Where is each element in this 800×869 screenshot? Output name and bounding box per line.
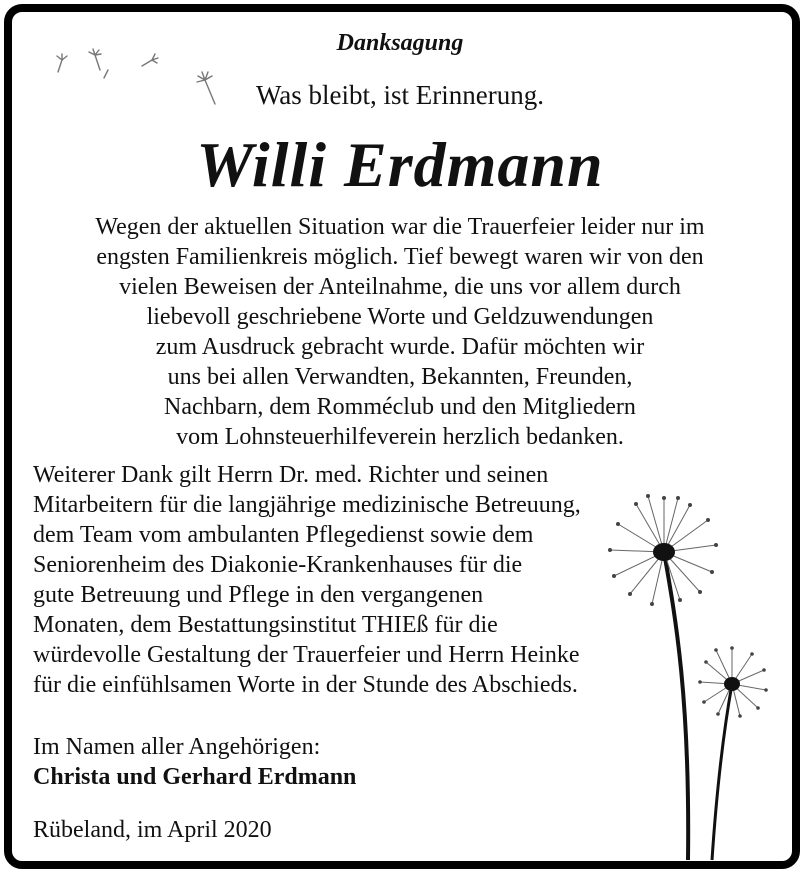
thanks-line: für die einfühlsamen Worte in der Stunde des Abschieds.	[33, 672, 578, 698]
motto: Was bleibt, ist Erinnerung.	[255, 80, 545, 110]
thanks-line: Weiterer Dank gilt Herrn Dr. med. Richter und seinen	[33, 462, 549, 488]
thanks-line: Seniorenheim des Diakonie-Krankenhauses für die	[33, 552, 523, 578]
signoff-line: Im Namen aller Angehörigen:	[33, 734, 321, 760]
intro-line: Nachbarn, dem Romméclub und den Mitgliedern	[164, 394, 636, 420]
thanks-line: Monaten, dem Bestattungsinstitut THIEß für die	[33, 612, 498, 638]
dandelion-flowers-icon	[608, 494, 768, 860]
intro-line: vielen Beweisen der Anteilnahme, die uns vor allem durch	[119, 274, 681, 300]
notice-title: Danksagung	[336, 30, 464, 56]
thanks-line: gute Betreuung und Pflege in den vergangenen	[33, 582, 484, 608]
intro-line: uns bei allen Verwandten, Bekannten, Freunden,	[167, 364, 633, 390]
signers: Christa und Gerhard Erdmann	[33, 764, 357, 790]
thanks-paragraph	[33, 460, 581, 700]
place-date: Rübeland, im April 2020	[33, 817, 272, 843]
thanks-line: würdevolle Gestaltung der Trauerfeier und Herrn Heinke	[33, 642, 580, 668]
intro-paragraph	[40, 212, 760, 452]
intro-line: zum Ausdruck gebracht wurde. Dafür möchten wir	[155, 334, 645, 360]
signoff	[33, 732, 356, 792]
thanks-line: dem Team vom ambulanten Pflegedienst sowie dem	[33, 522, 534, 548]
intro-line: engsten Familienkreis möglich. Tief bewegt waren wir von den	[96, 244, 704, 270]
intro-line: vom Lohnsteuerhilfeverein herzlich bedanken.	[176, 424, 624, 450]
deceased-name: Willi Erdmann	[196, 129, 604, 200]
intro-line: Wegen der aktuellen Situation war die Trauerfeier leider nur im	[95, 214, 705, 240]
intro-line: liebevoll geschriebene Worte und Geldzuwendungen	[146, 304, 654, 330]
thanks-line: Mitarbeitern für die langjährige medizinische Betreuung,	[33, 492, 581, 518]
